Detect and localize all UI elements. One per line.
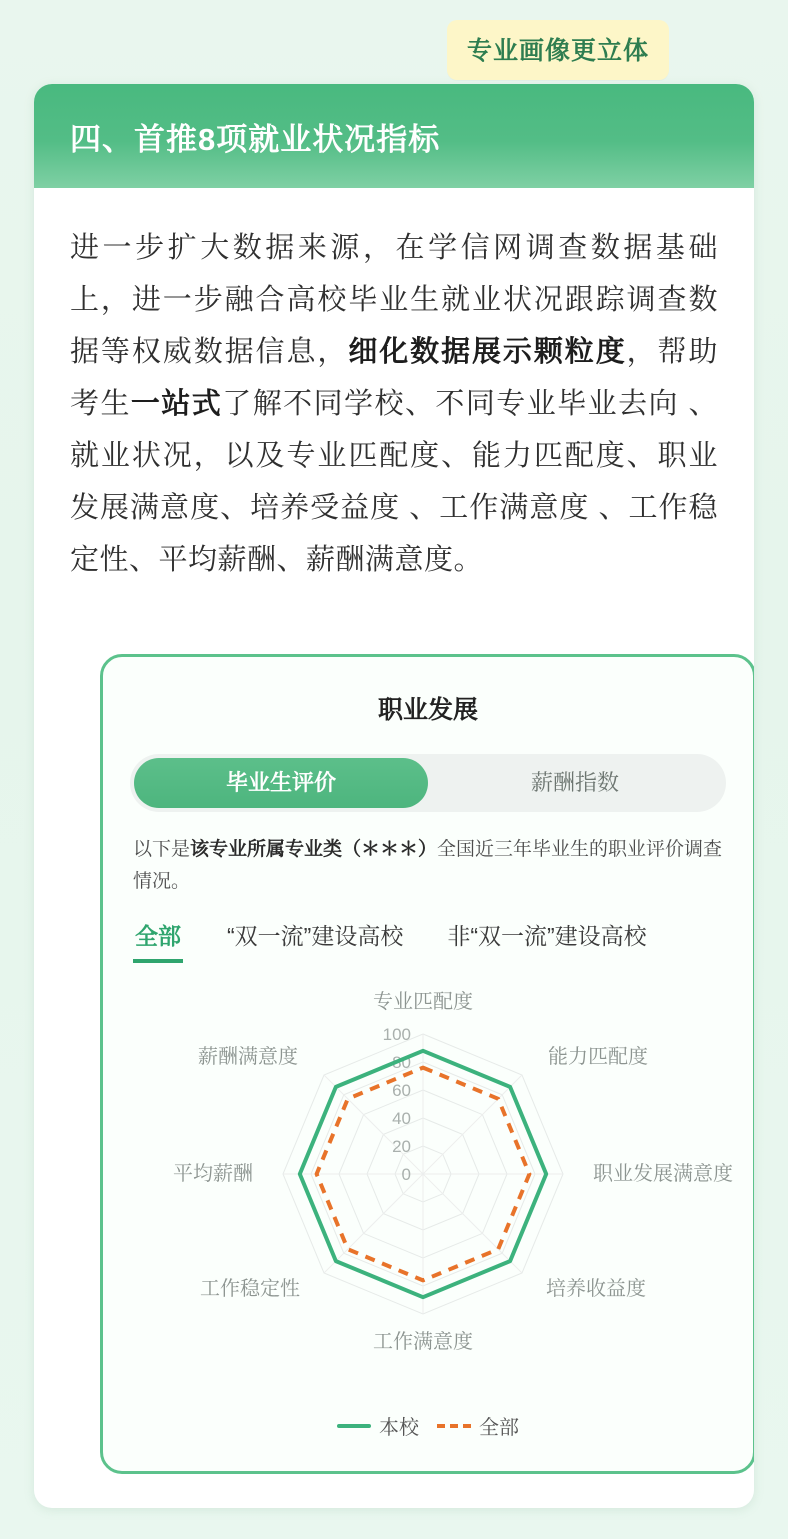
legend-label-school: 本校 <box>379 1417 419 1439</box>
paragraph-part-3: 了解不同学校、不同专业毕业去向 、就业状况，以及专业匹配度、能力匹配度、职业发展满意度、培养受益度 、工作满意度 、工作稳定性、平均薪酬、薪酬满意度。 <box>70 388 718 576</box>
legend-dash-icon <box>437 1424 471 1428</box>
legend-label-all: 全部 <box>479 1417 519 1439</box>
content-card <box>34 84 754 1508</box>
radar-axis-label: 工作满意度 <box>373 1331 473 1353</box>
radar-axis-label: 职业发展满意度 <box>593 1163 733 1185</box>
radar-chart <box>103 969 753 1409</box>
legend-line-icon <box>337 1424 371 1428</box>
radar-tick-label: 40 <box>392 1109 411 1128</box>
radar-axis-label: 专业匹配度 <box>373 991 473 1013</box>
radar-tick-label: 100 <box>382 1025 411 1044</box>
radar-axis-label: 工作稳定性 <box>200 1278 300 1300</box>
description-prefix: 以下是 <box>133 839 191 860</box>
tab-salary-index[interactable]: 薪酬指数 <box>530 770 619 795</box>
paragraph-bold-2: 一站式 <box>130 388 223 420</box>
filter-non-double-first-class[interactable]: 非“双一流”建设高校 <box>447 923 647 949</box>
radar-tick-label: 0 <box>401 1165 411 1184</box>
legend-item-all <box>437 1411 519 1440</box>
radar-tick-label: 60 <box>392 1081 411 1100</box>
radar-tick-label: 20 <box>392 1137 411 1156</box>
description-bold: 该专业所属专业类（＊＊＊） <box>190 839 438 860</box>
radar-axis-label: 薪酬满意度 <box>198 1046 298 1068</box>
tab-group <box>130 754 726 812</box>
paragraph-part-2: ，帮助考生 <box>70 336 718 420</box>
description-suffix: 全国近三年毕业生的职业评价调查情况。 <box>133 839 723 892</box>
page-title: 四、首推8项就业状况指标 <box>70 121 441 157</box>
radar-tick-label: 80 <box>392 1053 411 1072</box>
legend-item-school <box>337 1411 419 1440</box>
radar-axis-label: 培养收益度 <box>546 1278 646 1300</box>
filter-all[interactable]: 全部 <box>133 918 183 963</box>
highlight-tag: 专业画像更立体 <box>447 20 669 80</box>
filter-group <box>103 918 753 963</box>
panel-title: 职业发展 <box>377 696 478 724</box>
panel-description <box>133 834 723 898</box>
intro-paragraph <box>34 188 754 586</box>
filter-double-first-class[interactable]: “双一流”建设高校 <box>227 923 404 949</box>
paragraph-part-1: 进一步扩大数据来源，在学信网调查数据基础上，进一步融合高校毕业生就业状况跟踪调查数据等权威数据信息， <box>70 232 718 368</box>
card-header <box>34 84 754 188</box>
career-development-panel <box>100 654 754 1474</box>
radar-axis-label: 平均薪酬 <box>173 1163 253 1185</box>
radar-axis-label: 能力匹配度 <box>548 1046 648 1068</box>
chart-legend <box>103 1411 753 1440</box>
paragraph-bold-1: 细化数据展示颗粒度 <box>348 336 627 368</box>
tab-graduate-evaluation[interactable]: 毕业生评价 <box>134 758 428 808</box>
radar-chart-svg <box>103 969 753 1409</box>
